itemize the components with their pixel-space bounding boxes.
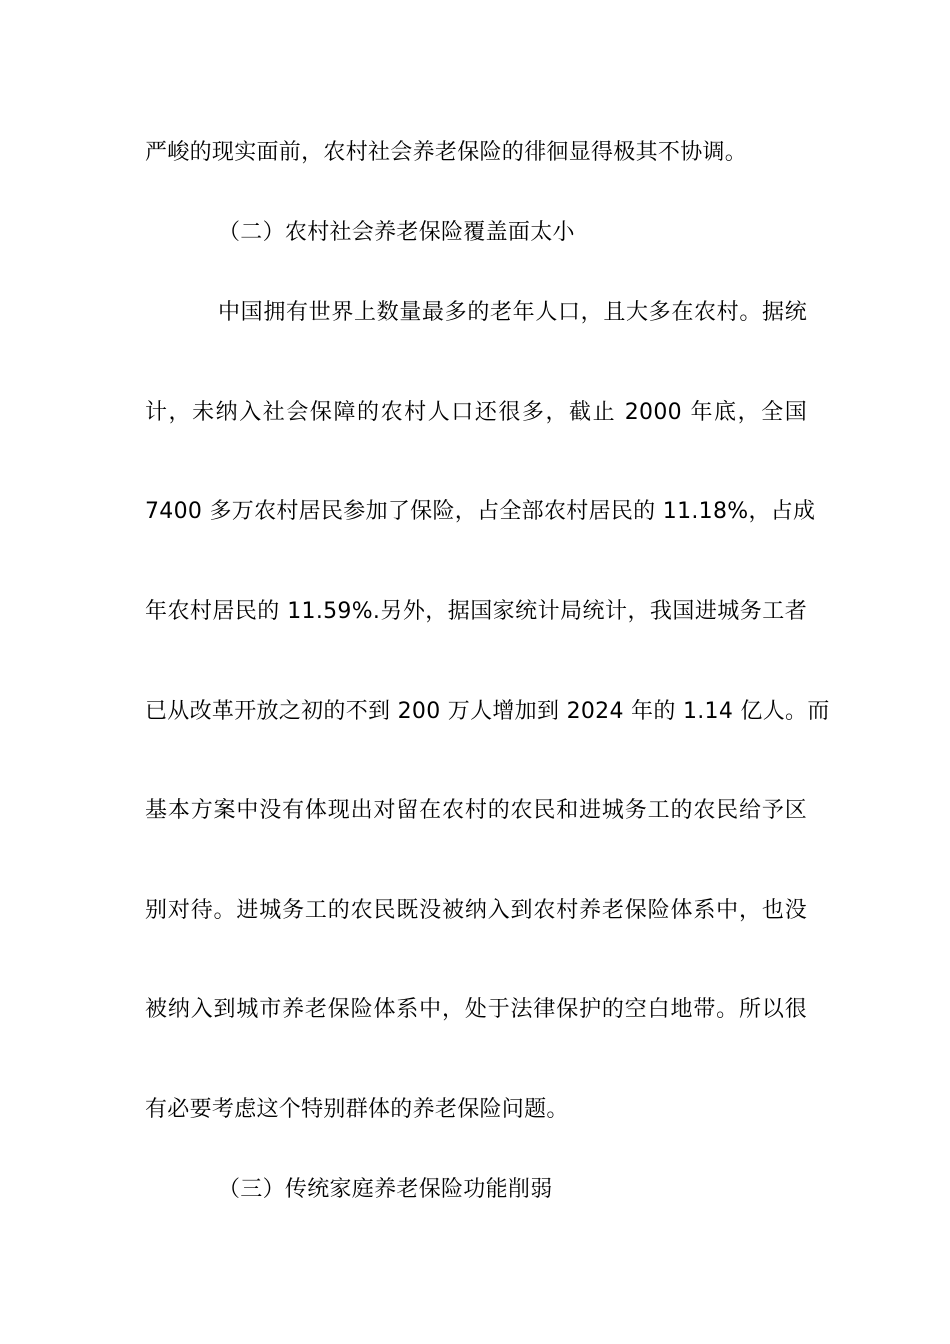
section-heading: （二）农村社会养老保险覆盖面太小 <box>218 220 575 245</box>
paragraph-line: 已从改革开放之初的不到 200 万人增加到 2024 年的 1.14 亿人。而 <box>145 699 830 724</box>
paragraph-line: 年农村居民的 11.59%.另外，据国家统计局统计，我国进城务工者 <box>145 599 807 624</box>
paragraph-line: 别对待。进城务工的农民既没被纳入到农村养老保险体系中，也没 <box>145 898 807 923</box>
paragraph-line: 有必要考虑这个特别群体的养老保险问题。 <box>145 1097 569 1122</box>
paragraph-line: 中国拥有世界上数量最多的老年人口，且大多在农村。据统 <box>218 300 807 325</box>
paragraph-line: 计，未纳入社会保障的农村人口还很多，截止 2000 年底，全国 <box>145 400 807 425</box>
paragraph-line: 严峻的现实面前，农村社会养老保险的徘徊显得极其不协调。 <box>145 140 748 165</box>
paragraph-line: 被纳入到城市养老保险体系中，处于法律保护的空白地带。所以很 <box>145 997 807 1022</box>
paragraph-line: 基本方案中没有体现出对留在农村的农民和进城务工的农民给予区 <box>145 798 807 823</box>
paragraph-line: 7400 多万农村居民参加了保险，占全部农村居民的 11.18%，占成 <box>145 499 816 524</box>
section-heading: （三）传统家庭养老保险功能削弱 <box>218 1177 553 1202</box>
